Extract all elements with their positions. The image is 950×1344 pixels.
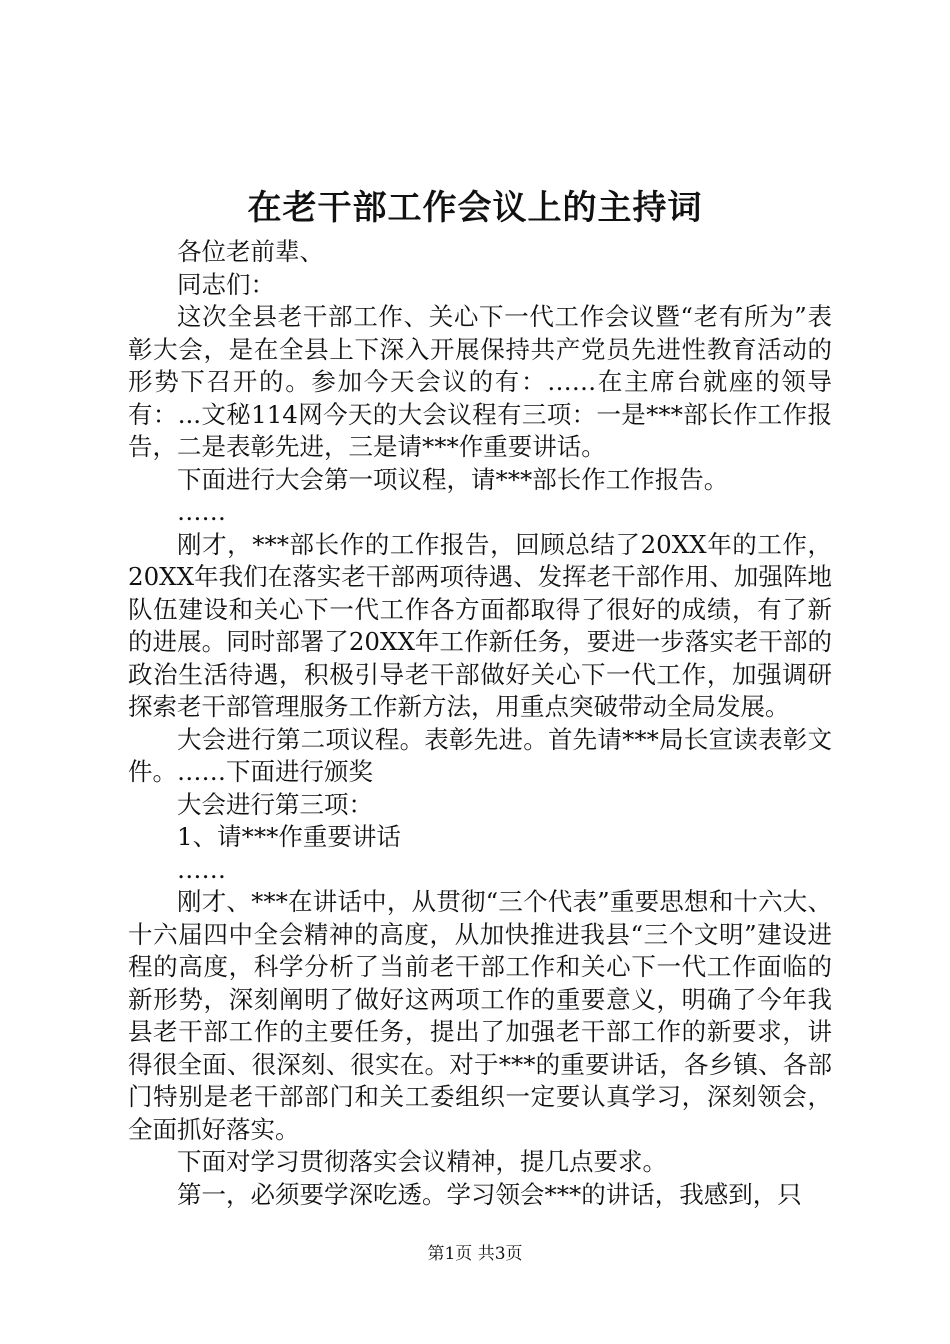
body-paragraph: 大会进行第二项议程。表彰先进。首先请***局长宣读表彰文件。……下面进行颁奖 <box>128 724 832 786</box>
body-paragraph: 下面进行大会第一项议程，请***部长作工作报告。 <box>177 464 729 494</box>
document-body <box>128 236 832 1211</box>
ellipsis-line: …… <box>177 497 226 526</box>
body-paragraph: 大会进行第三项： <box>177 789 373 819</box>
document-title: 在老干部工作会议上的主持词 <box>247 188 703 228</box>
salutation-line-2: 同志们： <box>177 269 275 299</box>
salutation-line-1: 各位老前辈、 <box>177 237 324 266</box>
body-paragraph: 第一，必须要学深吃透。学习领会***的讲话，我感到，只 <box>177 1179 802 1209</box>
body-paragraph: 1、请***作重要讲话 <box>177 822 401 851</box>
body-paragraph: 刚才，***部长作的工作报告，回顾总结了20XX年的工作，20XX年我们在落实老干部两项待遇、发挥老干部作用、加强阵地队伍建设和关心下一代工作各方面都取得了很好的成绩，有了新的进展。同时部署了20XX年工作新任务，要进一步落实老干部的政治生活待遇，积极引导老干部做好关心下一代工作，加强调研探索老干部管理服务工作新方法，用重点突破带动全局发展。 <box>128 529 832 721</box>
body-paragraph: 下面对学习贯彻落实会议精神，提几点要求。 <box>177 1147 667 1176</box>
body-paragraph: 刚才、***在讲话中，从贯彻“三个代表”重要思想和十六大、十六届四中全会精神的高度，从加快推进我县“三个文明”建设进程的高度，科学分析了当前老干部工作和关心下一代工作面临的新形势，深刻阐明了做好这两项工作的重要意义，明确了今年我县老干部工作的主要任务，提出了加强老干部工作的新要求，讲得很全面、很深刻、很实在。对于***的重要讲话，各乡镇、各部门特别是老干部部门和关工委组织一定要认真学习，深刻领会，全面抓好落实。 <box>128 887 832 1144</box>
body-paragraph: 这次全县老干部工作、关心下一代工作会议暨“老有所为”表彰大会，是在全县上下深入开展保持共产党员先进性教育活动的形势下召开的。参加今天会议的有：……在主席台就座的领导有：...文秘114网今天的大会议程有三项：一是***部长作工作报告，二是表彰先进，三是请***作重要讲话。 <box>128 302 832 461</box>
page-number-footer: 第1页 共3页 <box>427 1244 523 1264</box>
ellipsis-line: …… <box>177 854 226 884</box>
